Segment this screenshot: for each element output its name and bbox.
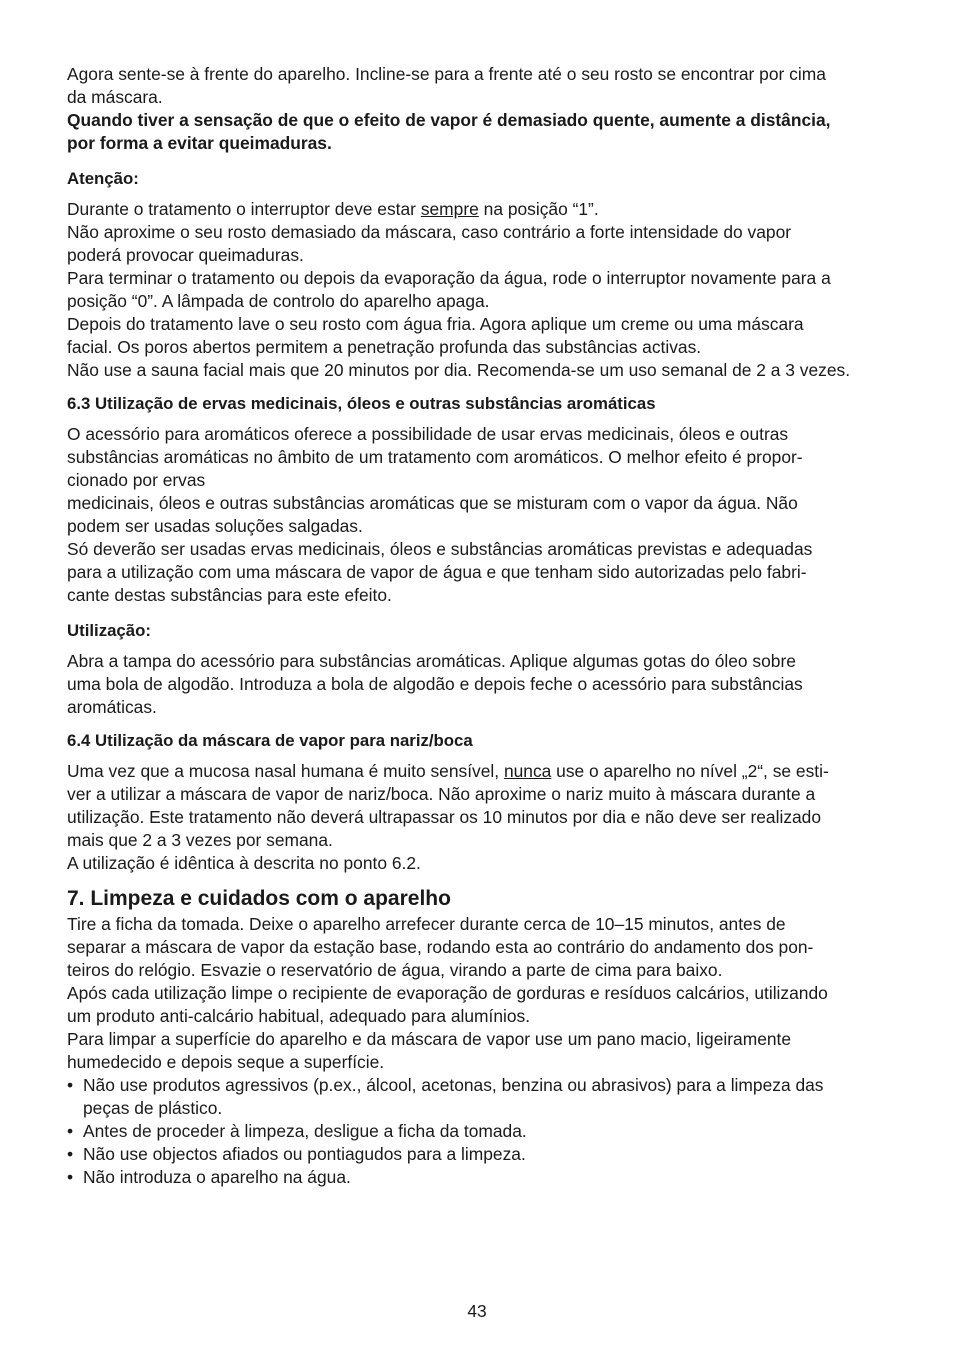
text-line: Depois do tratamento lave o seu rosto com água fria. Agora aplique um creme ou uma máscara bbox=[67, 314, 804, 334]
bullet-item bbox=[67, 1120, 891, 1143]
page-content bbox=[67, 63, 891, 1189]
text-line: Só deverão ser usadas ervas medicinais, óleos e substâncias aromáticas previstas e adequadas bbox=[67, 539, 813, 559]
usage-section bbox=[67, 619, 891, 719]
text-line bbox=[67, 760, 891, 783]
text-line: Não use a sauna facial mais que 20 minutos por dia. Recomenda-se um uso semanal de 2 a 3 vezes. bbox=[67, 360, 851, 380]
text-line: humedecido e depois seque a superfície. bbox=[67, 1052, 385, 1072]
text-line: teiros do relógio. Esvazie o reservatório de água, virando a parte de cima para baixo. bbox=[67, 960, 723, 980]
bullet-item bbox=[67, 1143, 891, 1166]
text-line: podem ser usadas soluções salgadas. bbox=[67, 516, 363, 536]
bullet-text: peças de plástico. bbox=[83, 1098, 223, 1118]
text-line: A utilização é idêntica à descrita no ponto 6.2. bbox=[67, 853, 421, 873]
text-line: para a utilização com uma máscara de vapor de água e que tenham sido autorizadas pelo fabri- bbox=[67, 562, 807, 582]
text-span: na posição “1”. bbox=[478, 199, 599, 219]
text-line: Não aproxime o seu rosto demasiado da máscara, caso contrário a forte intensidade do vapor bbox=[67, 222, 792, 242]
section-heading: 6.4 Utilização da máscara de vapor para nariz/boca bbox=[67, 731, 473, 750]
text-line: posição “0”. A lâmpada de controlo do aparelho apaga. bbox=[67, 291, 490, 311]
text-line: Agora sente-se à frente do aparelho. Incline-se para a frente até o seu rosto se encontrar por cima bbox=[67, 64, 826, 84]
usage-heading: Utilização: bbox=[67, 621, 151, 640]
text-line: mais que 2 a 3 vezes por semana. bbox=[67, 830, 333, 850]
text-line: da máscara. bbox=[67, 87, 163, 107]
text-line: utilização. Este tratamento não deverá ultrapassar os 10 minutos por dia e não deve ser realizado bbox=[67, 807, 822, 827]
text-span: Durante o tratamento o interruptor deve estar bbox=[67, 199, 421, 219]
text-line: Abra a tampa do acessório para substâncias aromáticas. Aplique algumas gotas do óleo sobre bbox=[67, 651, 796, 671]
section-6-3 bbox=[67, 392, 891, 607]
text-line: cionado por ervas bbox=[67, 470, 206, 490]
underlined-word: sempre bbox=[420, 199, 479, 219]
text-span: Uma vez que a mucosa nasal humana é muito sensível, bbox=[67, 761, 504, 781]
text-line: cante destas substâncias para este efeito. bbox=[67, 585, 392, 605]
bullet-marker: • bbox=[67, 1144, 74, 1164]
section-heading: 6.3 Utilização de ervas medicinais, óleos e outras substâncias aromáticas bbox=[67, 394, 656, 413]
bullet-text: Não introduza o aparelho na água. bbox=[83, 1167, 351, 1187]
section-7 bbox=[67, 885, 891, 1189]
intro-paragraph bbox=[67, 63, 891, 155]
text-line: Para limpar a superfície do aparelho e da máscara de vapor use um pano macio, ligeiramente bbox=[67, 1029, 792, 1049]
warning-line: Quando tiver a sensação de que o efeito de vapor é demasiado quente, aumente a distância, bbox=[67, 110, 831, 130]
text-line: Tire a ficha da tomada. Deixe o aparelho arrefecer durante cerca de 10–15 minutos, antes de bbox=[67, 914, 786, 934]
text-line: Após cada utilização limpe o recipiente de evaporação de gorduras e resíduos calcários, utilizando bbox=[67, 983, 828, 1003]
attention-section bbox=[67, 167, 891, 382]
text-line: poderá provocar queimaduras. bbox=[67, 245, 304, 265]
bullet-text: Antes de proceder à limpeza, desligue a ficha da tomada. bbox=[83, 1121, 527, 1141]
text-line: facial. Os poros abertos permitem a penetração profunda das substâncias activas. bbox=[67, 337, 702, 357]
bullet-marker: • bbox=[67, 1121, 74, 1141]
bullet-text: Não use objectos afiados ou pontiagudos para a limpeza. bbox=[83, 1144, 526, 1164]
text-line: separar a máscara de vapor da estação base, rodando esta ao contrário do andamento dos pon- bbox=[67, 937, 814, 957]
section-6-4 bbox=[67, 729, 891, 875]
text-line: ver a utilizar a máscara de vapor de nariz/boca. Não aproxime o nariz muito à máscara durante a bbox=[67, 784, 816, 804]
text-span: use o aparelho no nível „2“, se esti- bbox=[551, 761, 829, 781]
text-line: uma bola de algodão. Introduza a bola de algodão e depois feche o acessório para substâncias bbox=[67, 674, 803, 694]
bullet-item bbox=[67, 1166, 891, 1189]
chapter-heading: 7. Limpeza e cuidados com o aparelho bbox=[67, 887, 451, 910]
text-line bbox=[67, 198, 891, 221]
bullet-marker: • bbox=[67, 1167, 74, 1187]
text-line: O acessório para aromáticos oferece a possibilidade de usar ervas medicinais, óleos e outras bbox=[67, 424, 789, 444]
attention-heading: Atenção: bbox=[67, 169, 139, 188]
bullet-text: Não use produtos agressivos (p.ex., álcool, acetonas, benzina ou abrasivos) para a limpeza das bbox=[83, 1075, 824, 1095]
text-line: um produto anti-calcário habitual, adequado para alumínios. bbox=[67, 1006, 531, 1026]
text-line: aromáticas. bbox=[67, 697, 157, 717]
bullet-marker: • bbox=[67, 1075, 74, 1095]
bullet-item bbox=[67, 1074, 891, 1120]
underlined-word: nunca bbox=[503, 761, 552, 781]
text-line: Para terminar o tratamento ou depois da evaporação da água, rode o interruptor novamente para a bbox=[67, 268, 831, 288]
warning-line: por forma a evitar queimaduras. bbox=[67, 133, 332, 153]
text-line: medicinais, óleos e outras substâncias aromáticas que se misturam com o vapor da água. Não bbox=[67, 493, 798, 513]
page-number: 43 bbox=[467, 1301, 487, 1321]
text-line: substâncias aromáticas no âmbito de um tratamento com aromáticos. O melhor efeito é propor- bbox=[67, 447, 803, 467]
